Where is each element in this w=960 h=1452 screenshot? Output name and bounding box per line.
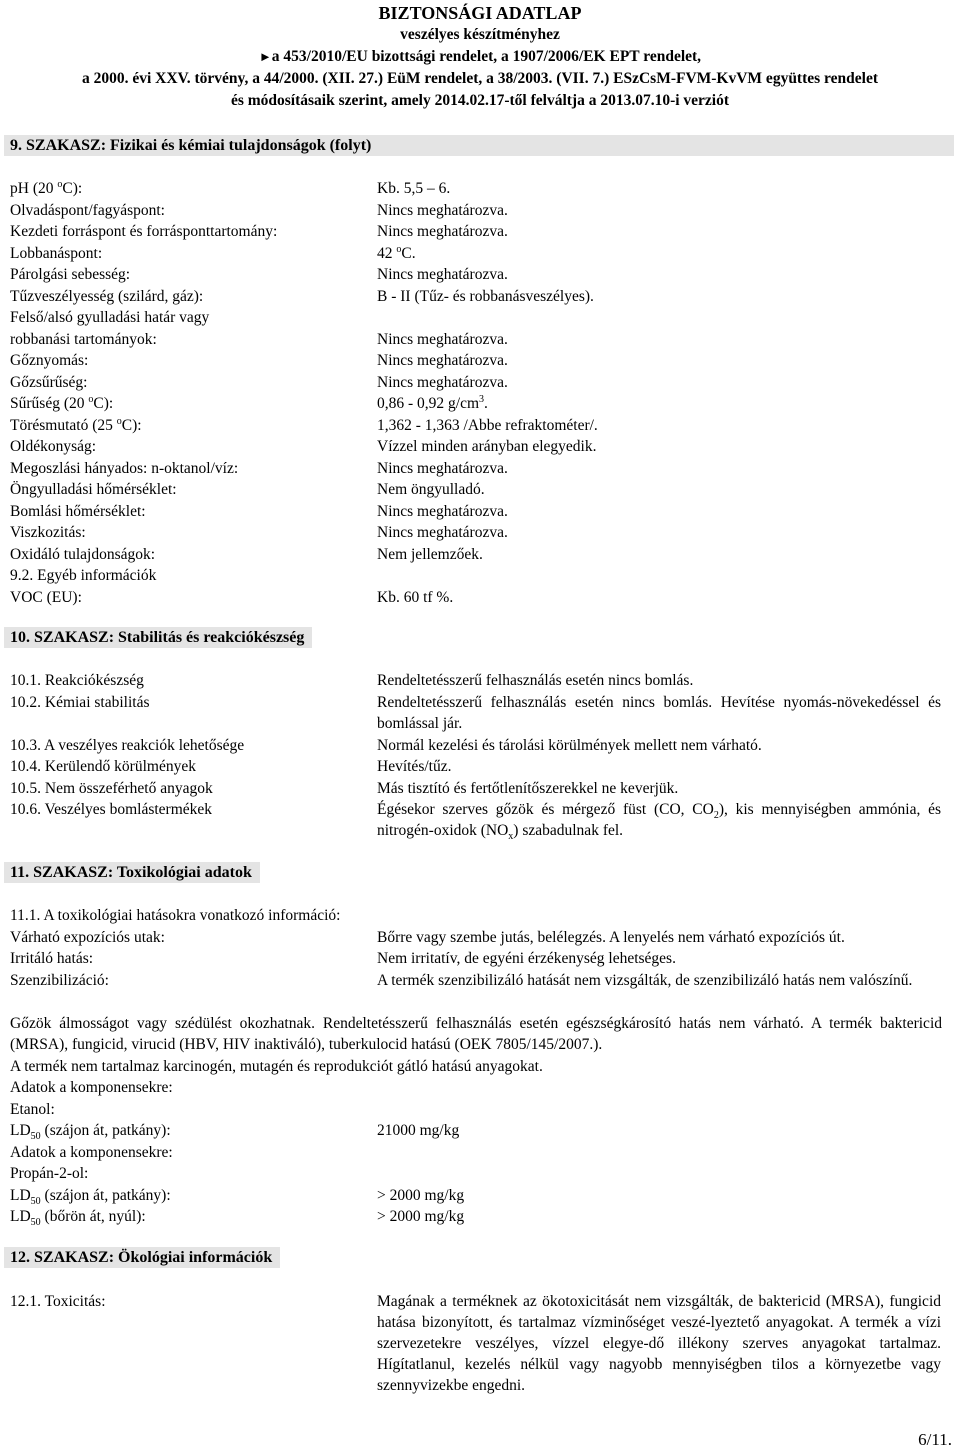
partition-coefficient-value: Nincs meghatározva.: [377, 460, 508, 477]
explosion-limit-label-1: Felső/alsó gyulladási határ vagy: [10, 309, 210, 326]
melting-point-label: Olvadáspont/fagyáspont:: [10, 202, 165, 219]
sensitisation-value: A termék szenzibilizáló hatását nem vizsgálták, de szenzibilizáló hatás nem valószínű.: [377, 972, 913, 989]
other-info-label: 9.2. Egyéb információk: [10, 567, 157, 584]
vapour-density-value: Nincs meghatározva.: [377, 374, 508, 391]
vapour-pressure-value: Nincs meghatározva.: [377, 352, 508, 369]
evaporation-label: Párolgási sebesség:: [10, 266, 131, 283]
ethanol-ld50-value: 21000 mg/kg: [377, 1122, 460, 1139]
reactivity-value: Rendeltetésszerű felhasználás esetén nincs bomlás.: [377, 672, 694, 689]
document-header: [0, 2, 960, 112]
voc-value: Kb. 60 tf %.: [377, 589, 454, 606]
decomposition-products-label: 10.6. Veszélyes bomlástermékek: [10, 801, 213, 818]
sensitisation-label: Szenzibilizáció:: [10, 972, 109, 989]
document-title: BIZTONSÁGI ADATLAP: [378, 3, 582, 23]
exposure-routes-label: Várható expozíciós utak:: [10, 929, 165, 946]
oxidising-value: Nem jellemzőek.: [377, 546, 483, 563]
incompatible-label: 10.5. Nem összeférhető anyagok: [10, 780, 213, 797]
toxicology-paragraph-2: A termék nem tartalmaz karcinogén, mutagén és reprodukciót gátló hatású anyagokat.: [10, 1058, 543, 1075]
flash-point-label: Lobbanáspont:: [10, 245, 103, 262]
hazardous-reactions-label: 10.3. A veszélyes reakciók lehetősége: [10, 737, 245, 754]
density-label: Sűrűség (20 $^o$C):: [10, 393, 114, 412]
arrow-right-icon: ►: [258, 49, 272, 64]
ethanol-label: Etanol:: [10, 1101, 55, 1118]
conditions-avoid-label: 10.4. Kerülendő körülmények: [10, 758, 196, 775]
header-line-2: ►a 453/2010/EU bizottsági rendelet, a 1907/2006/EK EPT rendelet,: [258, 48, 702, 65]
decomposition-label: Bomlási hőmérséklet:: [10, 503, 146, 520]
section-9-heading: 9. SZAKASZ: Fizikai és kémiai tulajdonságok (folyt): [4, 135, 954, 156]
flash-point-value: 42 $^o$C.: [377, 243, 416, 262]
solubility-value: Vízzel minden arányban elegyedik.: [377, 438, 597, 455]
autoignition-value: Nem öngyulladó.: [377, 481, 485, 498]
propanol-ld50-oral-value: > 2000 mg/kg: [377, 1187, 465, 1204]
viscosity-value: Nincs meghatározva.: [377, 524, 508, 541]
section-12-heading: 12. SZAKASZ: Ökológiai információk: [4, 1247, 280, 1268]
refractive-index-label: Törésmutató (25 $^o$C):: [10, 415, 142, 434]
page-number: 6/11.: [918, 1430, 952, 1449]
conditions-avoid-value: Hevítés/tűz.: [377, 758, 452, 775]
autoignition-label: Öngyulladási hőmérséklet:: [10, 481, 177, 498]
ph-value: Kb. 5,5 – 6.: [377, 180, 451, 197]
voc-label: VOC (EU):: [10, 589, 82, 606]
irritation-label: Irritáló hatás:: [10, 950, 94, 967]
exposure-routes-value: Bőrre vagy szembe jutás, belélegzés. A lenyelés nem várható expozíciós út.: [377, 929, 845, 946]
explosion-limit-value: Nincs meghatározva.: [377, 331, 508, 348]
oxidising-label: Oxidáló tulajdonságok:: [10, 546, 156, 563]
density-value: 0,86 - 0,92 $g/cm^3$.: [377, 393, 488, 412]
stability-label: 10.2. Kémiai stabilitás: [10, 694, 150, 711]
header-line-4: és módosításaik szerint, amely 2014.02.17-től felváltja a 2013.07.10-i verziót: [230, 92, 730, 109]
stability-value: Rendeltetésszerű felhasználás esetén nincs bomlás. Hevítése nyomás-növekedéssel és bomlással jár.: [377, 694, 941, 732]
propanol-label: Propán-2-ol:: [10, 1165, 89, 1182]
decomposition-value: Nincs meghatározva.: [377, 503, 508, 520]
refractive-index-value: 1,362 - 1,363 /Abbe refraktométer/.: [377, 417, 598, 434]
explosion-limit-label-2: robbanási tartományok:: [10, 331, 157, 348]
vapour-density-label: Gőzsűrűség:: [10, 374, 88, 391]
boiling-point-value: Nincs meghatározva.: [377, 223, 508, 240]
evaporation-value: Nincs meghatározva.: [377, 266, 508, 283]
incompatible-value: Más tisztító és fertőtlenítőszerekkel ne keverjük.: [377, 780, 679, 797]
propanol-ld50-dermal-label: $LD_{50}$ (bőrön át, nyúl):: [10, 1208, 146, 1229]
viscosity-label: Viszkozitás:: [10, 524, 86, 541]
section-10-heading: 10. SZAKASZ: Stabilitás és reakciókészség: [4, 627, 312, 648]
hazardous-reactions-value: Normál kezelési és tárolási körülmények mellett nem várható.: [377, 737, 762, 754]
flammability-value: B - II (Tűz- és robbanásveszélyes).: [377, 288, 594, 305]
ethanol-ld50-label: $LD_{50}$ (szájon át, patkány):: [10, 1122, 171, 1143]
toxicity-value: Magának a terméknek az ökotoxicitását nem vizsgálták, de baktericid (MRSA), fungicid hatása bizonyított, és tartalmaz vízminőséget veszé-lyeztető anyagokat. A termék a vízi szervezetekre veszélyes, vízzel elegye-dő illékony szerves anyagokat tartalmaz. Hígítatlanul, kezelés nélkül vagy nagyobb mennyiségben tilos a környezetbe vagy szennyvizekbe engedni.: [377, 1293, 941, 1394]
flammability-label: Tűzveszélyesség (szilárd, gáz):: [10, 288, 204, 305]
ph-label: pH (20 $^o$C):: [10, 178, 83, 197]
reactivity-label: 10.1. Reakciókészség: [10, 672, 144, 689]
partition-coefficient-label: Megoszlási hányados: n-oktanol/víz:: [10, 460, 239, 477]
irritation-value: Nem irritatív, de egyéni érzékenység lehetséges.: [377, 950, 676, 967]
vapour-pressure-label: Gőznyomás:: [10, 352, 89, 369]
propanol-ld50-dermal-value: > 2000 mg/kg: [377, 1208, 465, 1225]
header-line-3: a 2000. évi XXV. törvény, a 44/2000. (XII. 27.) EüM rendelet, a 38/2003. (VII. 7.) ESzCsM-FVM-KvVM együttes rendelet: [81, 70, 878, 87]
decomposition-products-value: Égésekor szerves gőzök és mérgező füst (CO, $CO_2$), kis mennyiségben ammónia, és nitrogén-oxidok $(NO_x)$ szabadulnak fel.: [377, 801, 941, 843]
toxicity-label: 12.1. Toxicitás:: [10, 1293, 106, 1310]
boiling-point-label: Kezdeti forráspont és forrásponttartomány:: [10, 223, 278, 240]
component-data-label-1: Adatok a komponensekre:: [10, 1079, 173, 1096]
component-data-label-2: Adatok a komponensekre:: [10, 1144, 173, 1161]
toxicology-subheading: 11.1. A toxikológiai hatásokra vonatkozó információ:: [10, 907, 341, 924]
solubility-label: Oldékonyság:: [10, 438, 97, 455]
toxicology-paragraph-1: Gőzök álmosságot vagy szédülést okozhatnak. Rendeltetésszerű felhasználás esetén egészségkárosító hatás nem várható. A termék baktericid (MRSA), fungicid, virucid (HBV, HIV inaktiváló), tuberkulocid hatású (OEK 7805/145/2007.).: [10, 1015, 942, 1053]
header-line-1: veszélyes készítményhez: [400, 26, 560, 43]
section-11-heading: 11. SZAKASZ: Toxikológiai adatok: [4, 862, 260, 883]
propanol-ld50-oral-label: $LD_{50}$ (szájon át, patkány):: [10, 1187, 171, 1208]
melting-point-value: Nincs meghatározva.: [377, 202, 508, 219]
